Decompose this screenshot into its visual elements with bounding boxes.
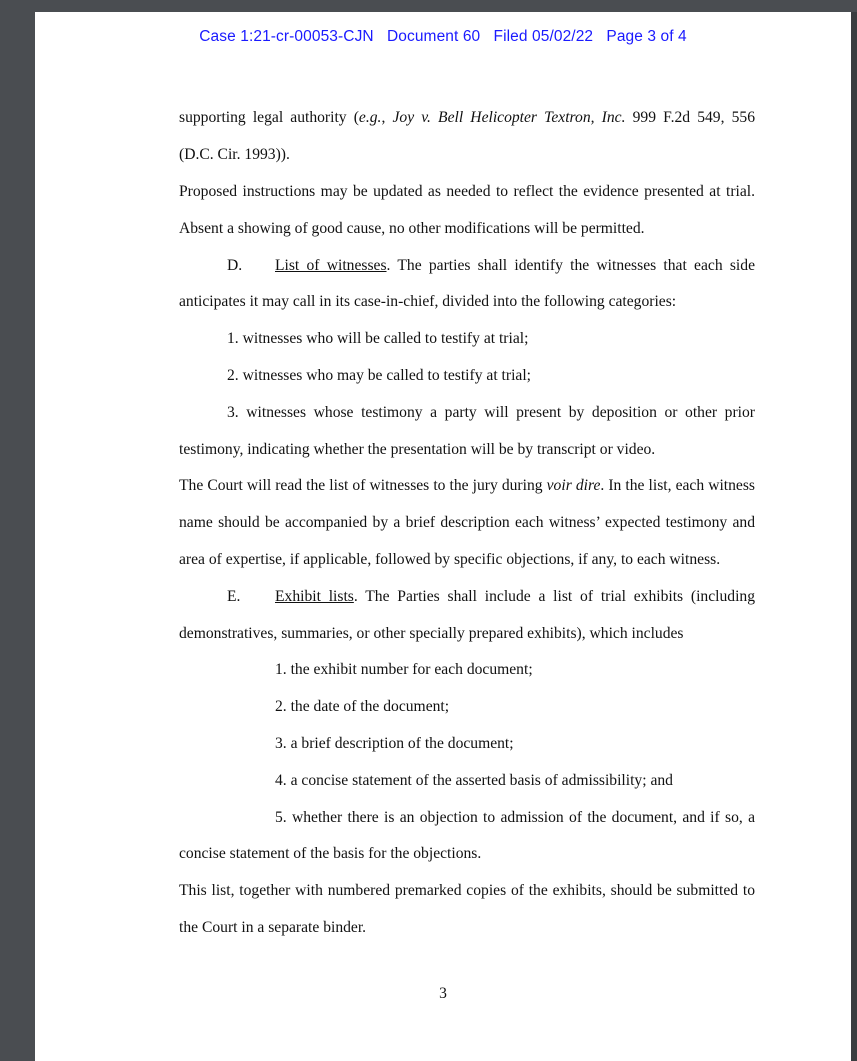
body-line: anticipates it may call in its case-in-chief, divided into the following categories: [179, 293, 677, 310]
body-line: The Court will read the list of witnesses to the jury during voir dire. In the list, each witness [179, 477, 755, 494]
list-item: 4. a concise statement of the asserted basis of admissibility; and [275, 772, 673, 789]
body-line: area of expertise, if applicable, followed by specific objections, if any, to each witness. [179, 551, 721, 568]
body-line: supporting legal authority (e.g., Joy v. Bell Helicopter Textron, Inc. 999 F.2d 549, 556 [179, 109, 756, 126]
body-line: testimony, indicating whether the presentation will be by transcript or video. [179, 441, 656, 458]
section-letter: D. [227, 257, 243, 274]
list-item: 3. a brief description of the document; [275, 735, 514, 752]
section-heading: Exhibit lists [275, 588, 354, 605]
body-line: Proposed instructions may be updated as needed to reflect the evidence presented at trial. [179, 183, 755, 200]
document-page [35, 12, 851, 1061]
section-letter: E. [227, 588, 241, 605]
filed-date: Filed 05/02/22 [493, 28, 594, 45]
viewer-scrollbar-gutter [851, 12, 857, 1061]
body-line: the Court in a separate binder. [179, 919, 367, 936]
list-item: 1. witnesses who will be called to testify at trial; [227, 330, 529, 347]
list-item: 5. whether there is an objection to admission of the document, and if so, a [275, 809, 755, 826]
case-number: Case 1:21-cr-00053-CJN [199, 28, 374, 45]
body-line: (D.C. Cir. 1993)). [179, 146, 290, 163]
section-e-line: E. Exhibit lists. The Parties shall include a list of trial exhibits (including [179, 587, 755, 607]
section-d-line: D. List of witnesses. The parties shall identify the witnesses that each side [179, 256, 755, 276]
list-item: 1. the exhibit number for each document; [275, 661, 533, 678]
list-item: 2. the date of the document; [275, 698, 450, 715]
body-line: demonstratives, summaries, or other specially prepared exhibits), which includes [179, 625, 684, 642]
list-item: 2. witnesses who may be called to testify at trial; [227, 367, 532, 384]
section-heading: List of witnesses [275, 257, 387, 274]
body-line: name should be accompanied by a brief description each witness’ expected testimony and [179, 514, 755, 531]
list-item: 3. witnesses whose testimony a party will present by deposition or other prior [227, 404, 755, 421]
body-line: Absent a showing of good cause, no other modifications will be permitted. [179, 220, 645, 237]
filing-header [35, 28, 851, 46]
page-number: 3 [439, 985, 447, 1002]
document-number: Document 60 [386, 28, 481, 45]
body-line: concise statement of the basis for the objections. [179, 845, 482, 862]
body-line: This list, together with numbered premarked copies of the exhibits, should be submitted to [179, 882, 755, 899]
page-count: Page 3 of 4 [606, 28, 687, 45]
